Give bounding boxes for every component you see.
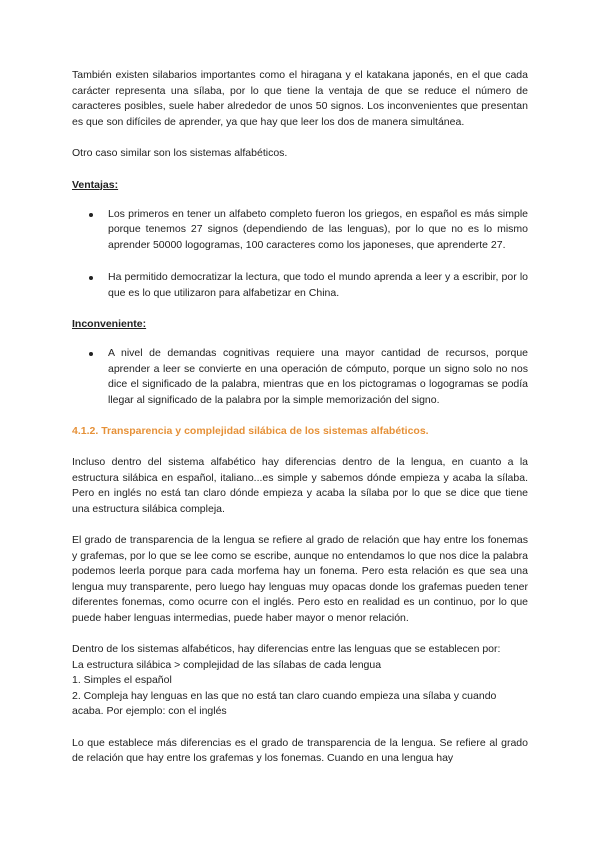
paragraph-transparencia: El grado de transparencia de la lengua se refiere al grado de relación que hay entre los fonemas y grafemas, por lo que se lee como se escribe, aunque no entendamos lo que nos dice la palabra podemos leerla porque para cada morfema hay un fonema. Pero esta relación es que sea una lengua muy transparente, pero luego hay lenguas muy opacas donde los grafemas pueden tener diferentes fonemas, como ocurre con el inglés. Pero esto en realidad es un continuo, por lo que puede haber lenguas intermedias, puede haber mayor o menor relación.	[72, 534, 528, 624]
list-item-text: Ha permitido democratizar la lectura, que todo el mundo aprenda a leer y a escribir, por lo que es lo que utilizaron para alfabetizar en China.	[108, 271, 528, 299]
bullet-icon	[89, 352, 93, 356]
list-item-text: A nivel de demandas cognitivas requiere una mayor cantidad de recursos, porque aprender a leer se convierte en una operación de cómputo, porque un signo solo no nos dice el significado de la palabra, mientras que en los pictogramas o logogramas se podía llegar al significado de la palabra por la simple memorización del signo.	[108, 347, 528, 406]
bullet-icon	[89, 276, 93, 280]
paragraph-estructura-silabica: Incluso dentro del sistema alfabético hay diferencias dentro de la lengua, en cuanto a la estructura silábica en español, italiano...es simple y sabemos dónde empieza y acaba la sílaba. Pero en inglés no está tan claro dónde empieza y acaba la sílaba por lo que se dice que tiene una estructura silábica compleja.	[72, 456, 528, 515]
diferencias-line: Dentro de los sistemas alfabéticos, hay diferencias entre las lenguas que se establecen por:	[72, 643, 501, 655]
list-item-text: Los primeros en tener un alfabeto completo fueron los griegos, en español es más simple porque tenemos 27 signos (dependiendo de las lenguas), por lo que no es lo mismo aprender 50000 logogramas, 100 caracteres como los japoneses, que aprenderte 27.	[108, 207, 528, 251]
list-item	[72, 270, 528, 301]
diferencias-line: La estructura silábica > complejidad de las sílabas de cada lengua	[72, 658, 382, 671]
section-title: 4.1.2. Transparencia y complejidad silábica de los sistemas alfabéticos.	[72, 425, 429, 437]
list-item	[72, 207, 528, 254]
inconveniente-list	[72, 346, 528, 408]
bullet-icon	[89, 213, 93, 217]
heading-inconveniente: Inconveniente:	[72, 318, 147, 330]
list-item	[72, 346, 528, 408]
diferencias-block	[72, 642, 528, 720]
heading-ventajas: Ventajas:	[72, 178, 119, 191]
paragraph-silabarios: También existen silabarios importantes como el hiragana y el katakana japonés, en el que cada carácter representa una sílaba, por lo que tiene la ventaja de que se reduce el número de caracteres posibles, suele haber alrededor de unos 50 signos. Los inconvenientes que presentan es que son difíciles de aprender, ya que hay que leer los dos de manera simultánea.	[72, 69, 528, 128]
paragraph-grado-transparencia: Lo que establece más diferencias es el grado de transparencia de la lengua. Se refiere al grado de relación que hay entre los grafemas y los fonemas. Cuando en una lengua hay	[72, 736, 528, 764]
ventajas-list	[72, 207, 528, 302]
diferencias-line: 2. Compleja hay lenguas en las que no está tan claro cuando empieza una sílaba y cuando acaba. Por ejemplo: con el inglés	[72, 689, 497, 717]
paragraph-sistemas-alfabeticos: Otro caso similar son los sistemas alfabéticos.	[72, 147, 288, 159]
diferencias-line: 1. Simples el español	[72, 674, 172, 686]
